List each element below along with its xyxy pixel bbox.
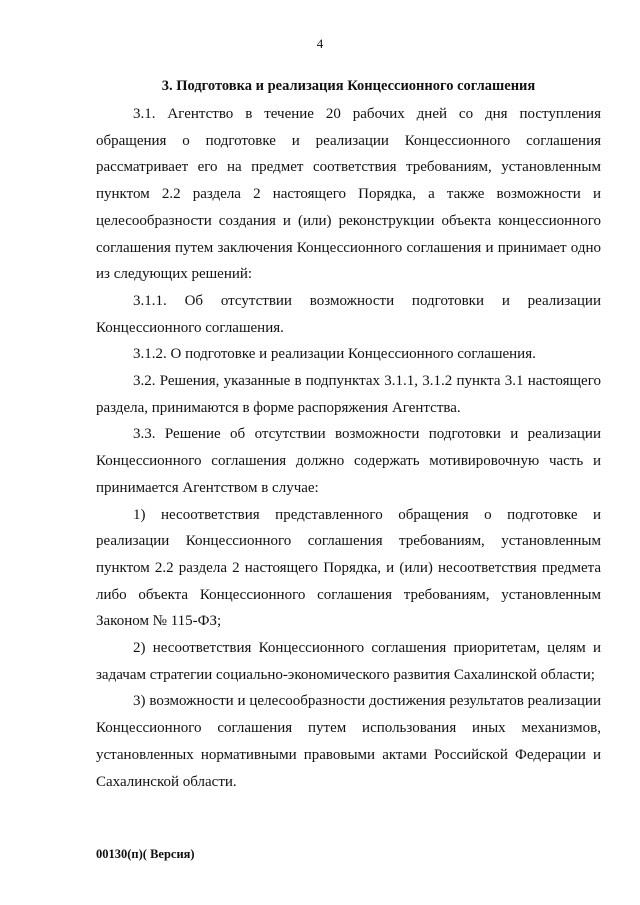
list-item-3: 3) возможности и целесообразности достижения результатов реализации Концессионного соглашения путем использования иных механизмов, установленных нормативными правовыми актами Российской Федерации и Сахалинской области. [96, 693, 601, 790]
footer-code: 00130(п)( Версия) [96, 847, 195, 861]
paragraph-3-3: 3.3. Решение об отсутствии возможности подготовки и реализации Концессионного соглашения должно содержать мотивировочную часть и принимается Агентством в случае: [96, 426, 601, 496]
paragraph-3-2: 3.2. Решения, указанные в подпунктах 3.1.1, 3.1.2 пункта 3.1 настоящего раздела, принимаются в форме распоряжения Агентства. [96, 373, 601, 416]
section-title: 3. Подготовка и реализация Концессионного соглашения [161, 78, 536, 94]
page-number: 4 [316, 36, 324, 51]
list-item-2: 2) несоответствия Концессионного соглашения приоритетам, целям и задачам стратегии социально-экономического развития Сахалинской области; [96, 640, 601, 683]
paragraph-3-1-2: 3.1.2. О подготовке и реализации Концессионного соглашения. [133, 346, 536, 363]
list-item-1: 1) несоответствия представленного обращения о подготовке и реализации Концессионного соглашения требованиям, установленным пунктом 2.2 раздела 2 настоящего Порядка, и (или) несоответствия предмета либо объекта Концессионного соглашения требованиям, установленным Законом № 115-ФЗ; [96, 506, 601, 630]
document-body [96, 101, 601, 795]
paragraph-3-1: 3.1. Агентство в течение 20 рабочих дней со дня поступления обращения о подготовке и реализации Концессионного соглашения рассматривает его на предмет соответствия требованиям, установленным пунктом 2.2 раздела 2 настоящего Порядка, а также возможности и целесообразности создания и (или) реконструкции объекта концессионного соглашения путем заключения Концессионного соглашения и принимает одно из следующих решений: [96, 106, 601, 283]
paragraph-3-1-1: 3.1.1. Об отсутствии возможности подготовки и реализации Концессионного соглашения. [96, 292, 601, 336]
